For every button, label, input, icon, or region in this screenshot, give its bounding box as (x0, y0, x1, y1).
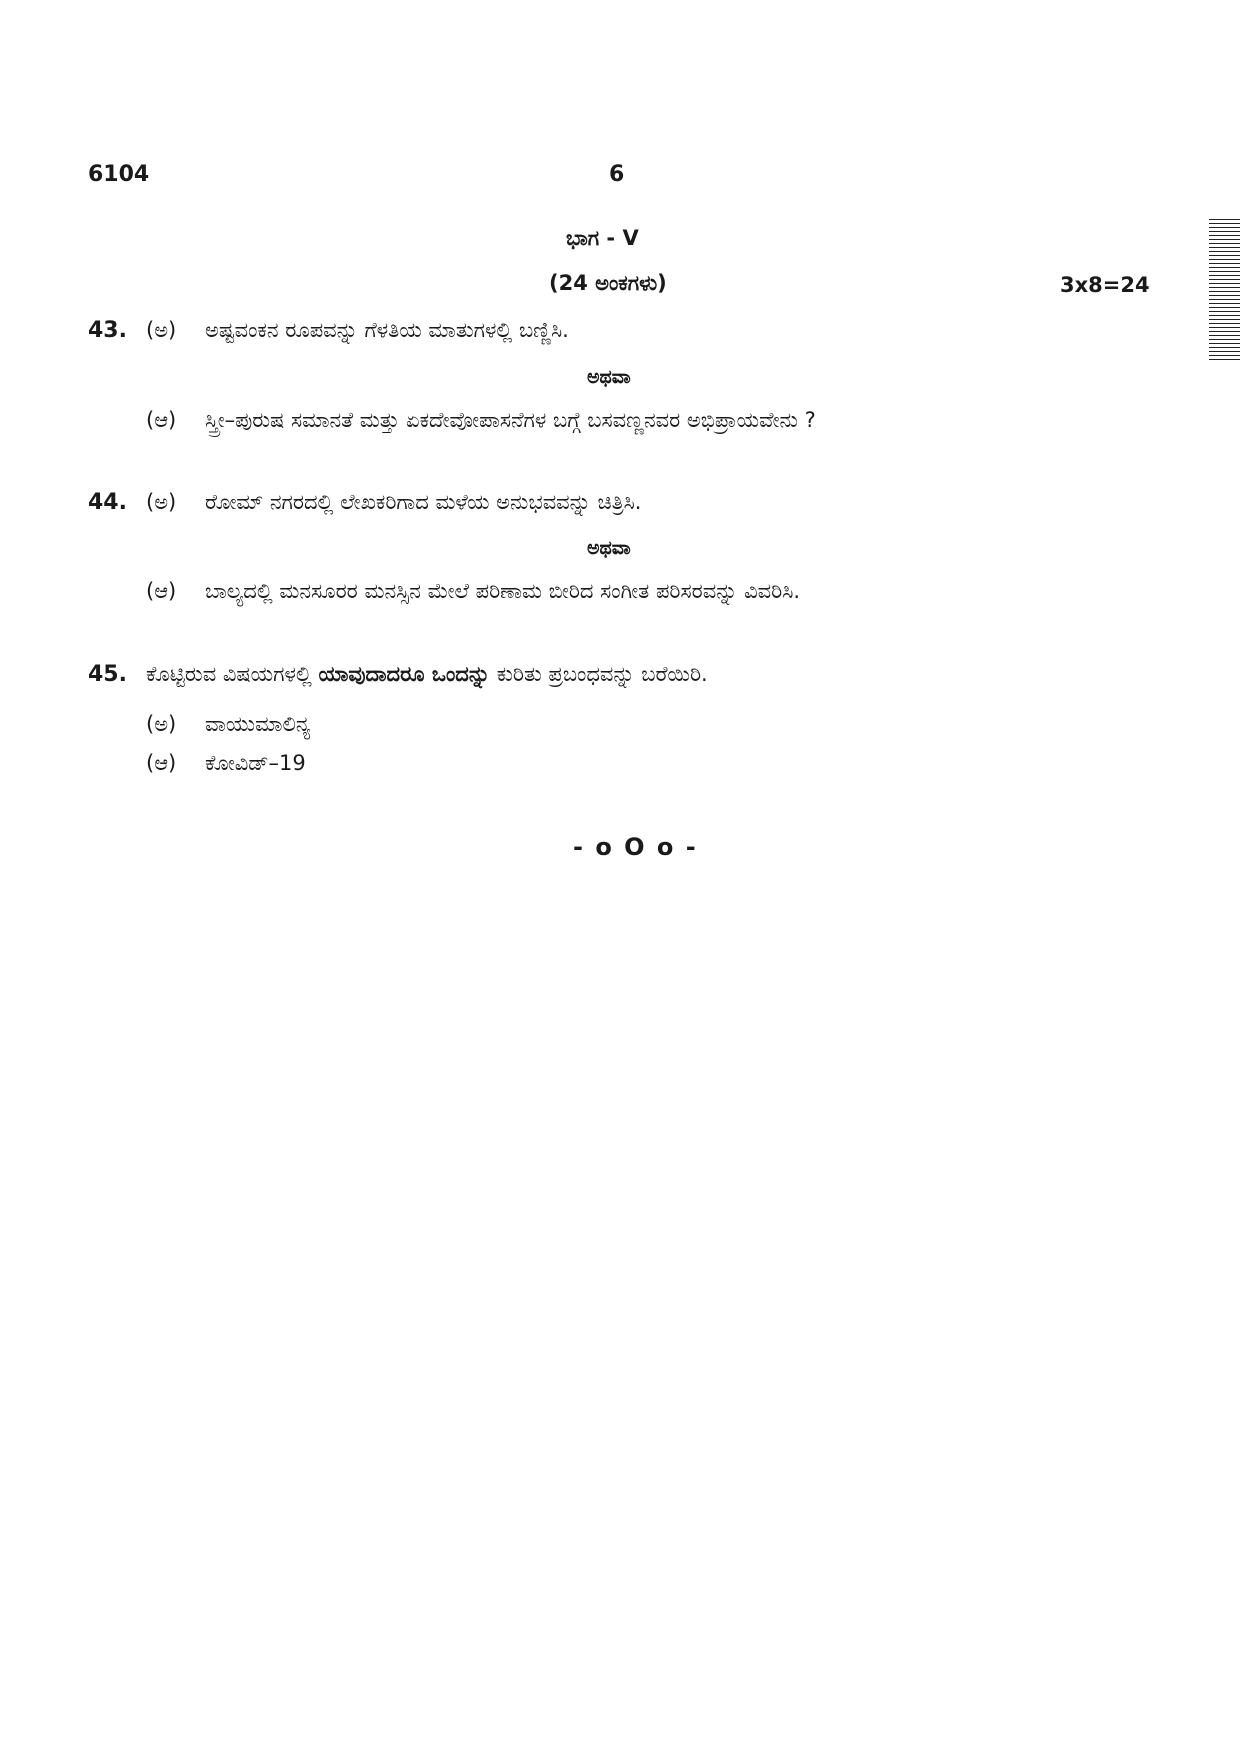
option-text: ಅಷ್ಟವಂಕನ ರೂಪವನ್ನು ಗೆಳತಿಯ ಮಾತುಗಳಲ್ಲಿ ಬಣ್ಣಿಸಿ. (205, 318, 569, 342)
section-marks-formula: 3x8=24 (1060, 273, 1150, 297)
option-text: ಕೋವಿಡ್–19 (205, 751, 306, 775)
option-label: (ಆ) (146, 408, 177, 432)
option-label: (ಅ) (146, 490, 177, 514)
question-text (146, 662, 708, 687)
option-text: ರೋಮ್ ನಗರದಲ್ಲಿ ಲೇಖಕರಿಗಾದ ಮಳೆಯ ಅನುಭವವನ್ನು ಚಿತ್ರಿಸಿ. (205, 490, 642, 514)
option-text: ಸ್ತ್ರೀ–ಪುರುಷ ಸಮಾನತೆ ಮತ್ತು ಏಕದೇವೋಪಾಸನೆಗಳ ಬಗ್ಗೆ ಬಸವಣ್ಣನವರ ಅಭಿಪ್ರಾಯವೇನು ? (205, 408, 816, 432)
option-label: (ಅ) (146, 318, 177, 342)
question-text-emphasis: ಯಾವುದಾದರೂ ಒಂದನ್ನು (318, 662, 491, 686)
question-text-start: ಕೊಟ್ಟಿರುವ ವಿಷಯಗಳಲ್ಲಿ (146, 662, 319, 686)
section-title: ಭಾಗ - V (566, 226, 639, 250)
end-mark: - o O o - (573, 833, 698, 861)
edge-marker (1209, 219, 1240, 362)
option-label: (ಆ) (146, 751, 177, 775)
option-label: (ಆ) (146, 579, 177, 603)
option-label: (ಅ) (146, 712, 177, 736)
page-number: 6 (609, 162, 625, 187)
or-label: ಅಥವಾ (587, 366, 631, 388)
question-number: 43. (88, 318, 127, 343)
section-marks-note: (24 ಅಂಕಗಳು) (549, 271, 667, 295)
question-number: 45. (88, 662, 127, 687)
question-text-end: ಕುರಿತು ಪ್ರಬಂಧವನ್ನು ಬರೆಯಿರಿ. (490, 662, 708, 686)
option-text: ಬಾಲ್ಯದಲ್ಲಿ ಮನಸೂರರ ಮನಸ್ಸಿನ ಮೇಲೆ ಪರಿಣಾಮ ಬೀರಿದ ಸಂಗೀತ ಪರಿಸರವನ್ನು ವಿವರಿಸಿ. (205, 579, 801, 603)
question-number: 44. (88, 490, 127, 515)
question-44 (88, 490, 127, 515)
option-text: ವಾಯುಮಾಲಿನ್ಯ (205, 712, 311, 736)
or-label: ಅಥವಾ (587, 537, 631, 559)
paper-code: 6104 (88, 162, 150, 187)
question-43 (88, 318, 127, 343)
question-45 (88, 662, 127, 687)
